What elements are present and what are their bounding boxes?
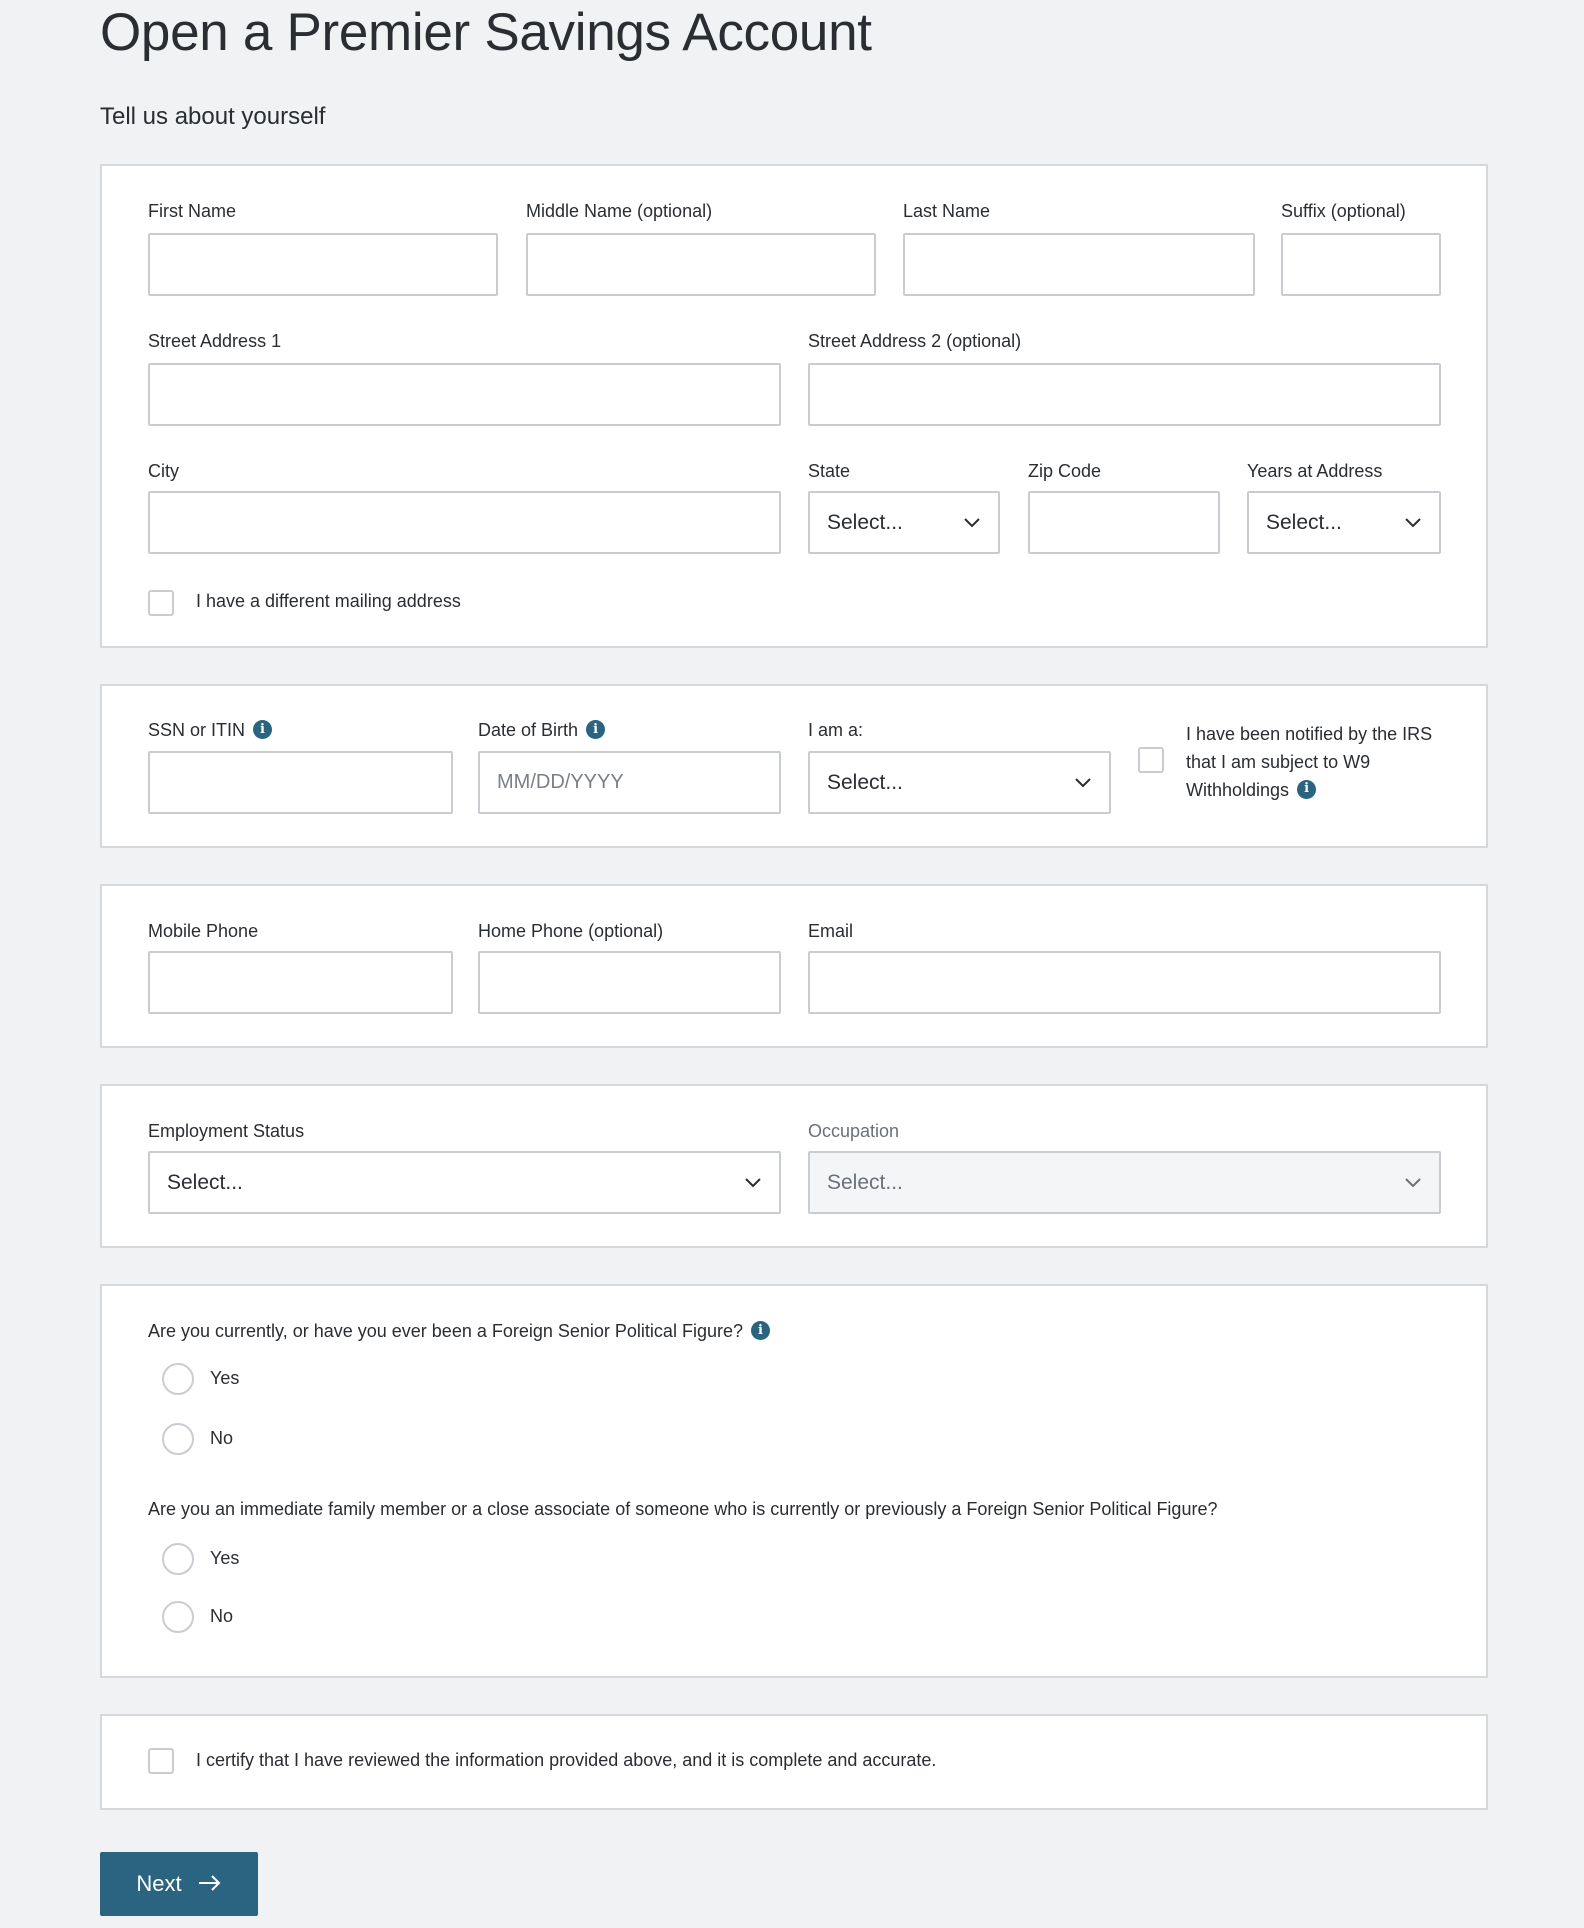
last-name-input[interactable] — [903, 233, 1255, 296]
last-name-label: Last Name — [903, 201, 991, 221]
employment-card — [100, 1084, 1488, 1248]
street2-label: Street Address 2 (optional) — [808, 331, 1022, 351]
info-icon[interactable]: i — [751, 1321, 770, 1340]
q2-yes-label: Yes — [210, 1548, 240, 1568]
page-title: Open a Premier Savings Account — [100, 3, 872, 62]
irs-line-3-text: Withholdings — [1186, 780, 1290, 800]
chevron-down-icon — [1403, 1173, 1423, 1193]
identity-card — [100, 684, 1488, 848]
irs-line-2: that I am subject to W9 — [1186, 752, 1371, 772]
state-select-value: Select... — [827, 510, 903, 534]
political-question-2: Are you an immediate family member or a close associate of someone who is currently or previously a Foreign Senior Political Figure? — [148, 1499, 1218, 1519]
employment-status-select[interactable] — [148, 1151, 781, 1214]
chevron-down-icon — [1073, 773, 1093, 793]
ssn-label — [148, 720, 272, 741]
i-am-label: I am a: — [808, 720, 864, 740]
middle-name-input[interactable] — [526, 233, 876, 296]
occupation-value: Select... — [827, 1170, 903, 1194]
email-label: Email — [808, 921, 854, 941]
occupation-label: Occupation — [808, 1121, 900, 1141]
city-label: City — [148, 461, 179, 481]
state-select[interactable] — [808, 491, 1000, 554]
irs-line-3 — [1186, 776, 1432, 804]
q1-no-label: No — [210, 1428, 234, 1448]
years-select[interactable] — [1247, 491, 1441, 554]
employment-status-value: Select... — [167, 1170, 243, 1194]
mailing-address-label: I have a different mailing address — [196, 591, 461, 611]
city-input[interactable] — [148, 491, 781, 554]
q1-yes-label: Yes — [210, 1368, 240, 1388]
q2-no-radio[interactable] — [162, 1601, 194, 1633]
home-phone-input[interactable] — [478, 951, 781, 1014]
arrow-right-icon — [198, 1871, 222, 1897]
info-icon[interactable]: i — [253, 720, 272, 739]
employment-status-label: Employment Status — [148, 1121, 305, 1141]
chevron-down-icon — [962, 513, 982, 533]
q2-yes-radio[interactable] — [162, 1543, 194, 1575]
chevron-down-icon — [743, 1173, 763, 1193]
middle-name-label: Middle Name (optional) — [526, 201, 713, 221]
contact-card — [100, 884, 1488, 1048]
political-figure-card — [100, 1284, 1488, 1678]
dob-label-text: Date of Birth — [478, 720, 579, 740]
years-label: Years at Address — [1247, 461, 1383, 481]
certify-checkbox[interactable] — [148, 1748, 174, 1774]
chevron-down-icon — [1403, 513, 1423, 533]
mobile-phone-input[interactable] — [148, 951, 453, 1014]
q2-no-label: No — [210, 1606, 234, 1626]
dob-label — [478, 720, 605, 741]
info-icon[interactable]: i — [586, 720, 605, 739]
suffix-label: Suffix (optional) — [1281, 201, 1406, 221]
home-phone-label: Home Phone (optional) — [478, 921, 664, 941]
q1-yes-radio[interactable] — [162, 1363, 194, 1395]
q1-no-radio[interactable] — [162, 1423, 194, 1455]
street1-label: Street Address 1 — [148, 331, 282, 351]
ssn-label-text: SSN or ITIN — [148, 720, 246, 740]
irs-withholding-label — [1186, 720, 1432, 804]
suffix-input[interactable] — [1281, 233, 1441, 296]
ssn-input[interactable] — [148, 751, 453, 814]
zip-label: Zip Code — [1028, 461, 1102, 481]
certify-card — [100, 1714, 1488, 1810]
name-address-card — [100, 164, 1488, 648]
i-am-select[interactable] — [808, 751, 1111, 814]
zip-input[interactable] — [1028, 491, 1220, 554]
state-label: State — [808, 461, 851, 481]
mobile-phone-label: Mobile Phone — [148, 921, 259, 941]
political-question-1 — [148, 1321, 770, 1342]
first-name-input[interactable] — [148, 233, 498, 296]
next-button[interactable] — [100, 1852, 258, 1916]
page-subtitle: Tell us about yourself — [100, 103, 326, 130]
certify-label: I certify that I have reviewed the information provided above, and it is complete and accurate. — [196, 1750, 937, 1770]
political-question-1-text: Are you currently, or have you ever been a Foreign Senior Political Figure? — [148, 1321, 743, 1341]
first-name-label: First Name — [148, 201, 237, 221]
street1-input[interactable] — [148, 363, 781, 426]
irs-line-1: I have been notified by the IRS — [1186, 724, 1433, 744]
next-button-label: Next — [136, 1871, 182, 1896]
mailing-address-checkbox[interactable] — [148, 590, 174, 616]
email-input[interactable] — [808, 951, 1441, 1014]
irs-withholding-checkbox[interactable] — [1138, 747, 1164, 773]
street2-input[interactable] — [808, 363, 1441, 426]
occupation-select[interactable] — [808, 1151, 1441, 1214]
info-icon[interactable]: i — [1297, 780, 1316, 799]
years-select-value: Select... — [1266, 510, 1342, 534]
i-am-select-value: Select... — [827, 770, 903, 794]
dob-input[interactable] — [478, 751, 781, 814]
